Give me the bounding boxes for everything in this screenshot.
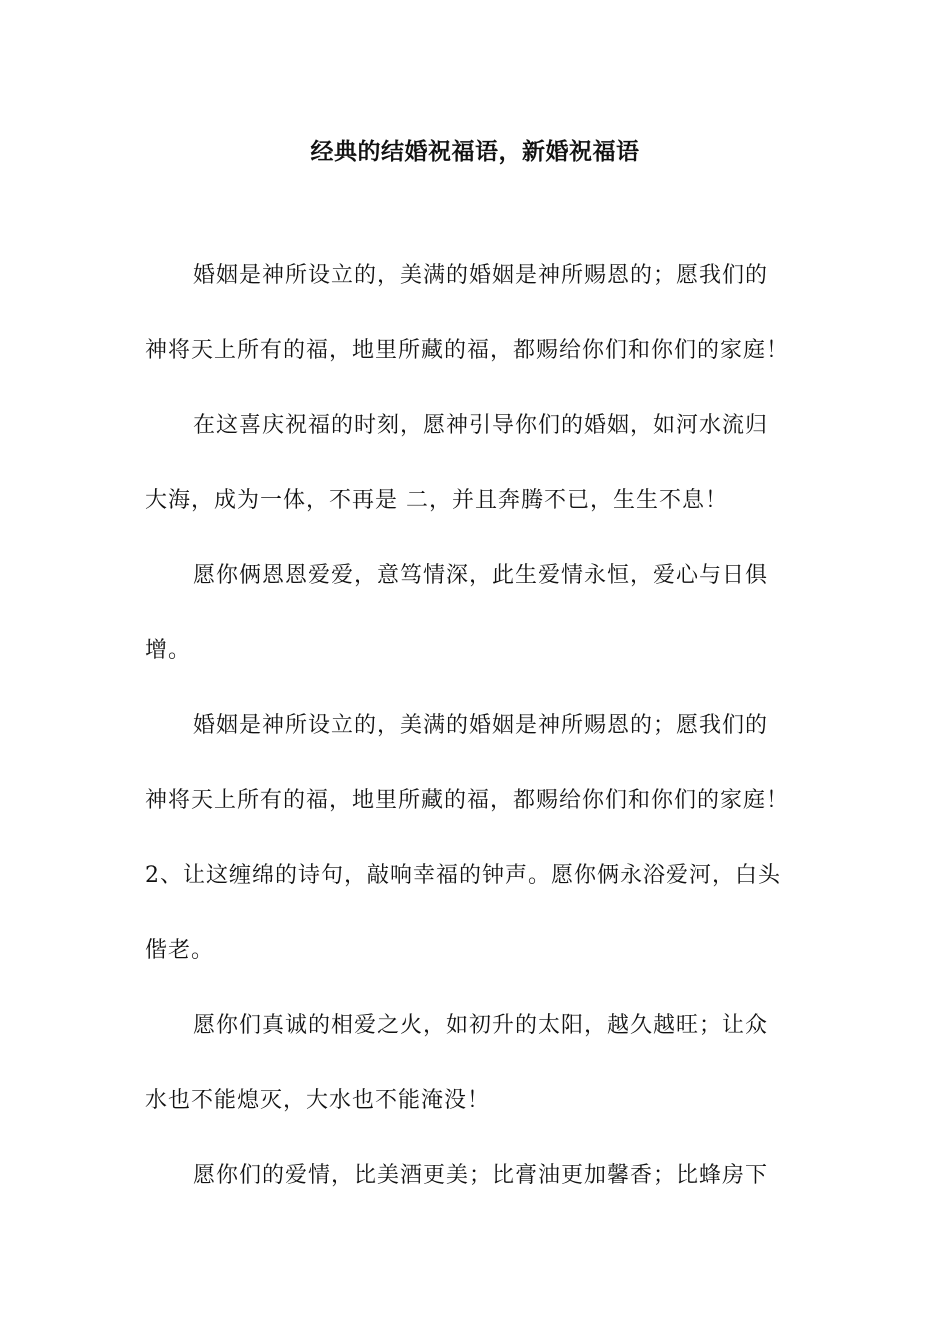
paragraph-1-line-1: 婚姻是神所设立的，美满的婚姻是神所赐恩的；愿我们的 <box>193 263 769 288</box>
paragraph-1-line-2: 神将天上所有的福，地里所藏的福，都赐给你们和你们的家庭！ <box>145 338 790 363</box>
paragraph-2-line-1: 在这喜庆祝福的时刻，愿神引导你们的婚姻，如河水流归 <box>193 413 769 438</box>
paragraph-2-line-2: 大海，成为一体，不再是 二，并且奔腾不已，生生不息！ <box>145 488 728 513</box>
paragraph-3-line-1: 愿你俩恩恩爱爱，意笃情深，此生爱情永恒，爱心与日俱 <box>193 563 769 588</box>
document-title: 经典的结婚祝福语，新婚祝福语 <box>310 138 640 165</box>
paragraph-5-line-2: 偕老。 <box>145 938 215 963</box>
paragraph-5-line-1: 2、让这缠绵的诗句，敲响幸福的钟声。愿你俩永浴爱河，白头 <box>145 863 781 888</box>
paragraph-3-line-2: 增。 <box>145 638 192 663</box>
paragraph-7-line-1: 愿你们的爱情，比美酒更美；比膏油更加馨香；比蜂房下 <box>193 1163 769 1188</box>
paragraph-6-line-1: 愿你们真诚的相爱之火，如初升的太阳，越久越旺；让众 <box>193 1013 769 1038</box>
paragraph-4-line-1: 婚姻是神所设立的，美满的婚姻是神所赐恩的；愿我们的 <box>193 713 769 738</box>
paragraph-4-line-2: 神将天上所有的福，地里所藏的福，都赐给你们和你们的家庭！ <box>145 788 790 813</box>
paragraph-6-line-2: 水也不能熄灭，大水也不能淹没！ <box>145 1088 491 1113</box>
